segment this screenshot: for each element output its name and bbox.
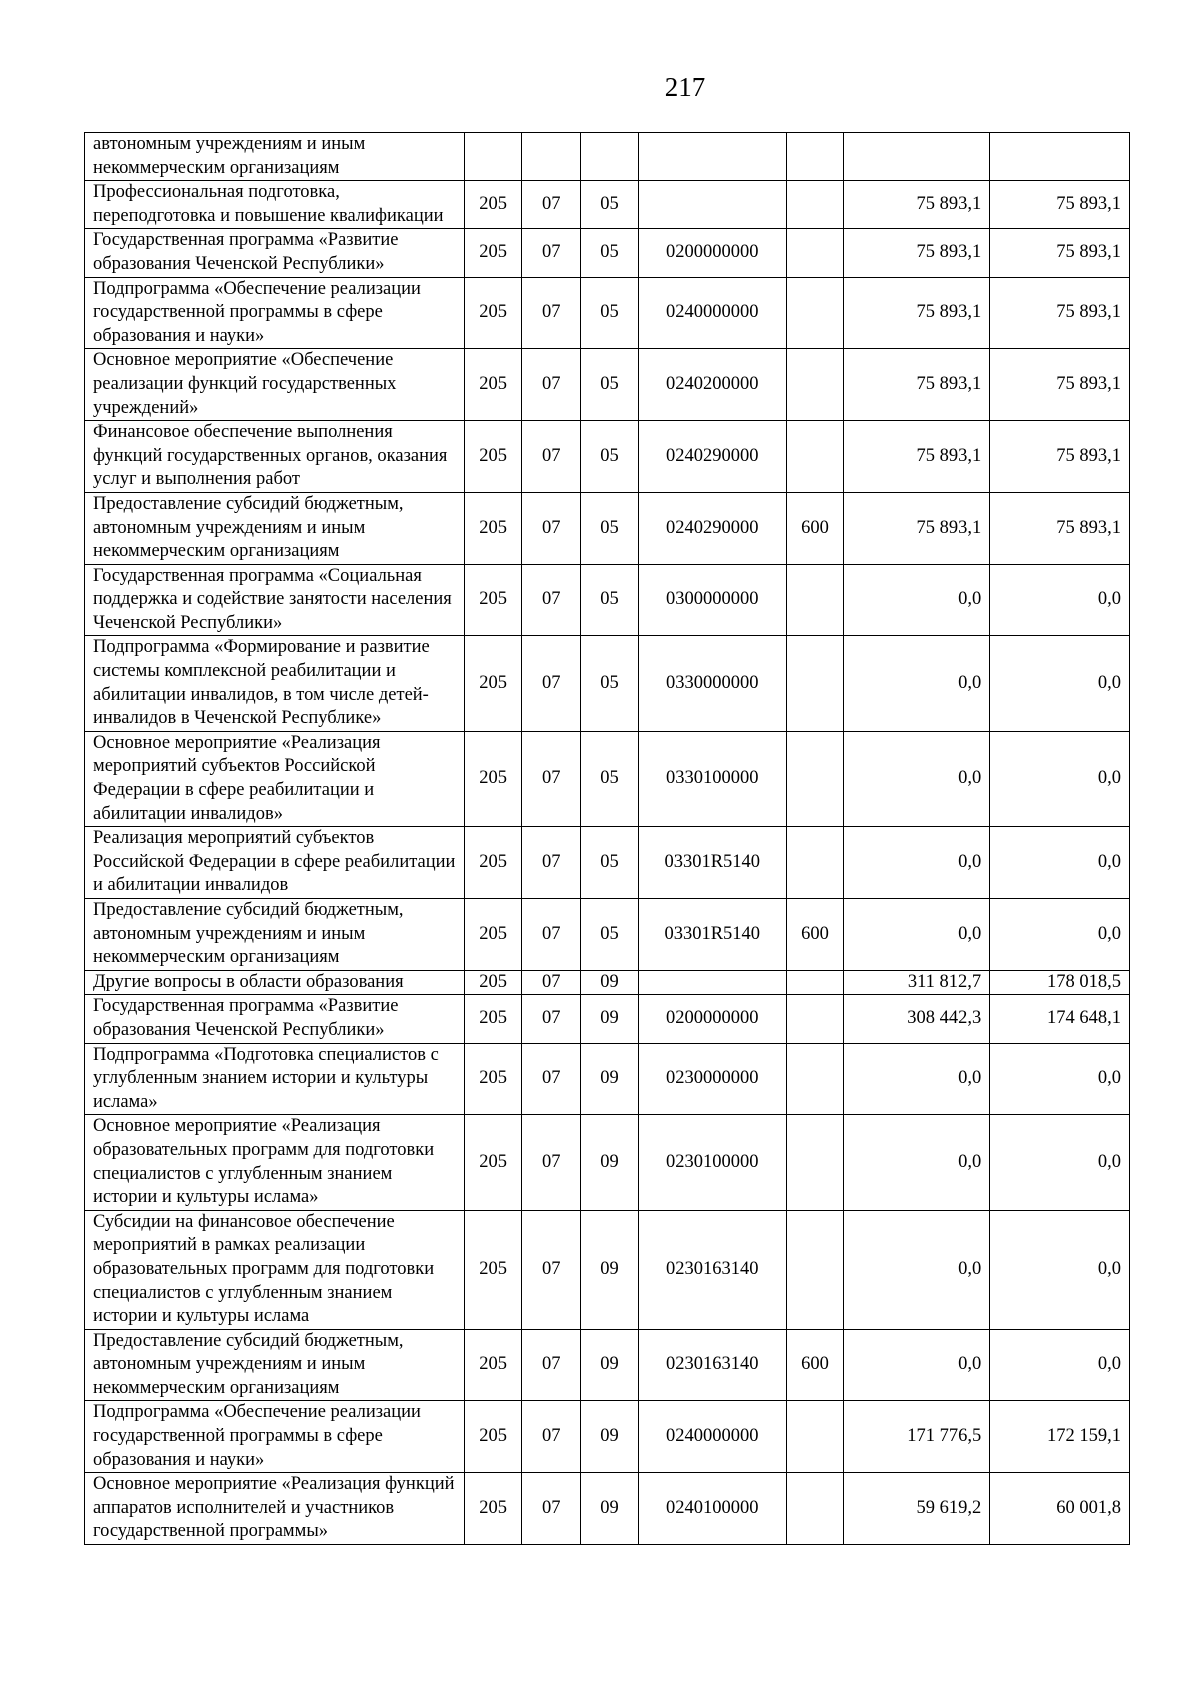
row-subsection-code-cell: 09 bbox=[581, 1329, 639, 1401]
row-target-article-cell: 0230000000 bbox=[638, 1043, 786, 1115]
row-section-code-cell: 07 bbox=[522, 899, 581, 971]
table-row bbox=[85, 181, 1130, 229]
row-subsection-code-cell: 05 bbox=[581, 181, 639, 229]
row-amount-year1-cell: 0,0 bbox=[844, 1329, 990, 1401]
budget-table bbox=[84, 132, 1130, 1545]
row-target-article-cell: 0300000000 bbox=[638, 564, 786, 636]
row-name-cell: Предоставление субсидий бюджетным, автономным учреждениям и иным некоммерческим организациям bbox=[85, 899, 465, 971]
row-ministry-code-cell: 205 bbox=[464, 899, 522, 971]
row-target-article-cell bbox=[638, 970, 786, 995]
row-target-article-cell: 0240000000 bbox=[638, 277, 786, 349]
row-expense-type-cell bbox=[786, 349, 844, 421]
row-expense-type-cell bbox=[786, 1401, 844, 1473]
row-amount-year1-cell: 75 893,1 bbox=[844, 181, 990, 229]
row-section-code-cell: 07 bbox=[522, 731, 581, 826]
row-section-code-cell: 07 bbox=[522, 827, 581, 899]
row-amount-year1-cell: 0,0 bbox=[844, 564, 990, 636]
row-expense-type-cell: 600 bbox=[786, 1329, 844, 1401]
row-target-article-cell bbox=[638, 133, 786, 181]
row-target-article-cell bbox=[638, 181, 786, 229]
row-amount-year1-cell: 75 893,1 bbox=[844, 277, 990, 349]
row-amount-year1-cell: 75 893,1 bbox=[844, 492, 990, 564]
table-row bbox=[85, 899, 1130, 971]
row-expense-type-cell bbox=[786, 133, 844, 181]
row-amount-year2-cell: 0,0 bbox=[990, 1329, 1130, 1401]
row-amount-year2-cell: 75 893,1 bbox=[990, 492, 1130, 564]
row-section-code-cell: 07 bbox=[522, 1473, 581, 1545]
row-ministry-code-cell: 205 bbox=[464, 827, 522, 899]
row-subsection-code-cell: 09 bbox=[581, 1115, 639, 1210]
row-expense-type-cell bbox=[786, 181, 844, 229]
row-name-cell: Государственная программа «Развитие образования Чеченской Республики» bbox=[85, 229, 465, 277]
row-amount-year1-cell: 0,0 bbox=[844, 1043, 990, 1115]
table-row bbox=[85, 1210, 1130, 1329]
row-expense-type-cell: 600 bbox=[786, 492, 844, 564]
row-amount-year2-cell: 60 001,8 bbox=[990, 1473, 1130, 1545]
row-name-cell: Основное мероприятие «Реализация функций аппаратов исполнителей и участников государственной программы» bbox=[85, 1473, 465, 1545]
row-ministry-code-cell: 205 bbox=[464, 731, 522, 826]
row-amount-year2-cell: 0,0 bbox=[990, 1043, 1130, 1115]
row-section-code-cell: 07 bbox=[522, 229, 581, 277]
row-name-cell: Основное мероприятие «Обеспечение реализации функций государственных учреждений» bbox=[85, 349, 465, 421]
table-row bbox=[85, 970, 1130, 995]
row-name-cell: Предоставление субсидий бюджетным, автономным учреждениям и иным некоммерческим организациям bbox=[85, 1329, 465, 1401]
row-ministry-code-cell: 205 bbox=[464, 1210, 522, 1329]
row-expense-type-cell bbox=[786, 229, 844, 277]
row-target-article-cell: 0330100000 bbox=[638, 731, 786, 826]
table-row bbox=[85, 229, 1130, 277]
row-subsection-code-cell: 05 bbox=[581, 349, 639, 421]
row-expense-type-cell bbox=[786, 1473, 844, 1545]
row-name-cell: Подпрограмма «Обеспечение реализации государственной программы в сфере образования и науки» bbox=[85, 277, 465, 349]
row-expense-type-cell bbox=[786, 970, 844, 995]
row-name-cell: Основное мероприятие «Реализация мероприятий субъектов Российской Федерации в сфере реабилитации и абилитации инвалидов» bbox=[85, 731, 465, 826]
row-amount-year1-cell: 75 893,1 bbox=[844, 229, 990, 277]
row-section-code-cell: 07 bbox=[522, 1210, 581, 1329]
table-row bbox=[85, 1329, 1130, 1401]
table-row bbox=[85, 636, 1130, 731]
row-expense-type-cell bbox=[786, 421, 844, 493]
row-ministry-code-cell: 205 bbox=[464, 995, 522, 1043]
row-target-article-cell: 0330000000 bbox=[638, 636, 786, 731]
row-amount-year1-cell: 75 893,1 bbox=[844, 349, 990, 421]
row-amount-year2-cell: 0,0 bbox=[990, 731, 1130, 826]
row-amount-year2-cell: 75 893,1 bbox=[990, 229, 1130, 277]
row-amount-year1-cell: 0,0 bbox=[844, 899, 990, 971]
row-expense-type-cell bbox=[786, 277, 844, 349]
row-expense-type-cell bbox=[786, 1043, 844, 1115]
row-name-cell: Другие вопросы в области образования bbox=[85, 970, 465, 995]
row-target-article-cell: 0240290000 bbox=[638, 492, 786, 564]
row-amount-year1-cell: 75 893,1 bbox=[844, 421, 990, 493]
table-row bbox=[85, 827, 1130, 899]
row-section-code-cell: 07 bbox=[522, 1401, 581, 1473]
row-section-code-cell bbox=[522, 133, 581, 181]
table-body bbox=[85, 133, 1130, 1545]
row-target-article-cell: 03301R5140 bbox=[638, 899, 786, 971]
row-amount-year2-cell: 0,0 bbox=[990, 636, 1130, 731]
row-section-code-cell: 07 bbox=[522, 564, 581, 636]
row-amount-year2-cell: 75 893,1 bbox=[990, 349, 1130, 421]
row-section-code-cell: 07 bbox=[522, 181, 581, 229]
row-section-code-cell: 07 bbox=[522, 349, 581, 421]
row-subsection-code-cell: 05 bbox=[581, 636, 639, 731]
row-ministry-code-cell bbox=[464, 133, 522, 181]
row-ministry-code-cell: 205 bbox=[464, 349, 522, 421]
row-ministry-code-cell: 205 bbox=[464, 229, 522, 277]
row-ministry-code-cell: 205 bbox=[464, 1401, 522, 1473]
row-amount-year1-cell: 311 812,7 bbox=[844, 970, 990, 995]
row-ministry-code-cell: 205 bbox=[464, 564, 522, 636]
row-expense-type-cell bbox=[786, 636, 844, 731]
row-section-code-cell: 07 bbox=[522, 421, 581, 493]
row-expense-type-cell bbox=[786, 731, 844, 826]
row-name-cell: Подпрограмма «Обеспечение реализации государственной программы в сфере образования и науки» bbox=[85, 1401, 465, 1473]
row-subsection-code-cell: 05 bbox=[581, 564, 639, 636]
row-expense-type-cell bbox=[786, 564, 844, 636]
row-amount-year2-cell: 172 159,1 bbox=[990, 1401, 1130, 1473]
row-target-article-cell: 0200000000 bbox=[638, 229, 786, 277]
row-amount-year2-cell: 75 893,1 bbox=[990, 277, 1130, 349]
row-section-code-cell: 07 bbox=[522, 492, 581, 564]
row-section-code-cell: 07 bbox=[522, 1043, 581, 1115]
row-subsection-code-cell: 09 bbox=[581, 1043, 639, 1115]
row-target-article-cell: 0240100000 bbox=[638, 1473, 786, 1545]
row-section-code-cell: 07 bbox=[522, 995, 581, 1043]
row-subsection-code-cell: 05 bbox=[581, 731, 639, 826]
row-amount-year2-cell: 178 018,5 bbox=[990, 970, 1130, 995]
row-name-cell: Государственная программа «Социальная поддержка и содействие занятости населения Чеченской Республики» bbox=[85, 564, 465, 636]
row-name-cell: Реализация мероприятий субъектов Российской Федерации в сфере реабилитации и абилитации инвалидов bbox=[85, 827, 465, 899]
row-amount-year1-cell: 308 442,3 bbox=[844, 995, 990, 1043]
row-ministry-code-cell: 205 bbox=[464, 1473, 522, 1545]
row-amount-year1-cell: 171 776,5 bbox=[844, 1401, 990, 1473]
table-row bbox=[85, 1473, 1130, 1545]
row-amount-year2-cell bbox=[990, 133, 1130, 181]
table-row bbox=[85, 1401, 1130, 1473]
table-row bbox=[85, 731, 1130, 826]
row-subsection-code-cell: 05 bbox=[581, 899, 639, 971]
row-amount-year1-cell: 0,0 bbox=[844, 636, 990, 731]
row-name-cell: Профессиональная подготовка, переподготовка и повышение квалификации bbox=[85, 181, 465, 229]
row-amount-year1-cell bbox=[844, 133, 990, 181]
row-ministry-code-cell: 205 bbox=[464, 421, 522, 493]
row-amount-year1-cell: 0,0 bbox=[844, 1115, 990, 1210]
row-subsection-code-cell: 05 bbox=[581, 229, 639, 277]
row-ministry-code-cell: 205 bbox=[464, 1043, 522, 1115]
page-number: 217 bbox=[664, 72, 706, 102]
row-target-article-cell: 0200000000 bbox=[638, 995, 786, 1043]
row-expense-type-cell bbox=[786, 1210, 844, 1329]
row-expense-type-cell bbox=[786, 1115, 844, 1210]
row-name-cell: Подпрограмма «Подготовка специалистов с углубленным знанием истории и культуры ислама» bbox=[85, 1043, 465, 1115]
table-row bbox=[85, 1115, 1130, 1210]
table-row bbox=[85, 492, 1130, 564]
row-subsection-code-cell bbox=[581, 133, 639, 181]
row-subsection-code-cell: 09 bbox=[581, 970, 639, 995]
row-amount-year2-cell: 75 893,1 bbox=[990, 421, 1130, 493]
row-ministry-code-cell: 205 bbox=[464, 636, 522, 731]
row-subsection-code-cell: 05 bbox=[581, 421, 639, 493]
row-section-code-cell: 07 bbox=[522, 636, 581, 731]
table-row bbox=[85, 421, 1130, 493]
row-target-article-cell: 0240290000 bbox=[638, 421, 786, 493]
row-amount-year2-cell: 0,0 bbox=[990, 899, 1130, 971]
row-ministry-code-cell: 205 bbox=[464, 1115, 522, 1210]
row-expense-type-cell: 600 bbox=[786, 899, 844, 971]
row-amount-year1-cell: 0,0 bbox=[844, 1210, 990, 1329]
row-subsection-code-cell: 09 bbox=[581, 1401, 639, 1473]
row-target-article-cell: 0240000000 bbox=[638, 1401, 786, 1473]
row-expense-type-cell bbox=[786, 827, 844, 899]
row-subsection-code-cell: 09 bbox=[581, 1473, 639, 1545]
table-row bbox=[85, 564, 1130, 636]
row-ministry-code-cell: 205 bbox=[464, 970, 522, 995]
table-row bbox=[85, 133, 1130, 181]
row-ministry-code-cell: 205 bbox=[464, 1329, 522, 1401]
row-target-article-cell: 0230163140 bbox=[638, 1329, 786, 1401]
row-section-code-cell: 07 bbox=[522, 1115, 581, 1210]
row-amount-year2-cell: 75 893,1 bbox=[990, 181, 1130, 229]
row-name-cell: Субсидии на финансовое обеспечение мероприятий в рамках реализации образовательных программ для подготовки специалистов с углубленным знанием истории и культуры ислама bbox=[85, 1210, 465, 1329]
row-target-article-cell: 0230100000 bbox=[638, 1115, 786, 1210]
row-target-article-cell: 0240200000 bbox=[638, 349, 786, 421]
row-subsection-code-cell: 05 bbox=[581, 492, 639, 564]
row-subsection-code-cell: 09 bbox=[581, 1210, 639, 1329]
row-name-cell: Государственная программа «Развитие образования Чеченской Республики» bbox=[85, 995, 465, 1043]
table-row bbox=[85, 349, 1130, 421]
row-name-cell: Основное мероприятие «Реализация образовательных программ для подготовки специалистов с углубленным знанием истории и культуры ислама» bbox=[85, 1115, 465, 1210]
row-amount-year1-cell: 59 619,2 bbox=[844, 1473, 990, 1545]
row-name-cell: Предоставление субсидий бюджетным, автономным учреждениям и иным некоммерческим организациям bbox=[85, 492, 465, 564]
row-amount-year2-cell: 0,0 bbox=[990, 564, 1130, 636]
row-name-cell: Финансовое обеспечение выполнения функций государственных органов, оказания услуг и выполнения работ bbox=[85, 421, 465, 493]
row-section-code-cell: 07 bbox=[522, 277, 581, 349]
row-amount-year2-cell: 0,0 bbox=[990, 1115, 1130, 1210]
row-name-cell: автономным учреждениям и иным некоммерческим организациям bbox=[85, 133, 465, 181]
row-amount-year2-cell: 174 648,1 bbox=[990, 995, 1130, 1043]
row-target-article-cell: 0230163140 bbox=[638, 1210, 786, 1329]
table-row bbox=[85, 1043, 1130, 1115]
row-ministry-code-cell: 205 bbox=[464, 277, 522, 349]
row-ministry-code-cell: 205 bbox=[464, 492, 522, 564]
row-name-cell: Подпрограмма «Формирование и развитие системы комплексной реабилитации и абилитации инвалидов, в том числе детей-инвалидов в Чеченской Республике» bbox=[85, 636, 465, 731]
table-row bbox=[85, 277, 1130, 349]
row-section-code-cell: 07 bbox=[522, 1329, 581, 1401]
row-target-article-cell: 03301R5140 bbox=[638, 827, 786, 899]
row-ministry-code-cell: 205 bbox=[464, 181, 522, 229]
row-amount-year2-cell: 0,0 bbox=[990, 827, 1130, 899]
row-section-code-cell: 07 bbox=[522, 970, 581, 995]
row-amount-year1-cell: 0,0 bbox=[844, 827, 990, 899]
row-amount-year1-cell: 0,0 bbox=[844, 731, 990, 826]
table-row bbox=[85, 995, 1130, 1043]
row-amount-year2-cell: 0,0 bbox=[990, 1210, 1130, 1329]
row-subsection-code-cell: 05 bbox=[581, 827, 639, 899]
row-subsection-code-cell: 09 bbox=[581, 995, 639, 1043]
row-subsection-code-cell: 05 bbox=[581, 277, 639, 349]
row-expense-type-cell bbox=[786, 995, 844, 1043]
